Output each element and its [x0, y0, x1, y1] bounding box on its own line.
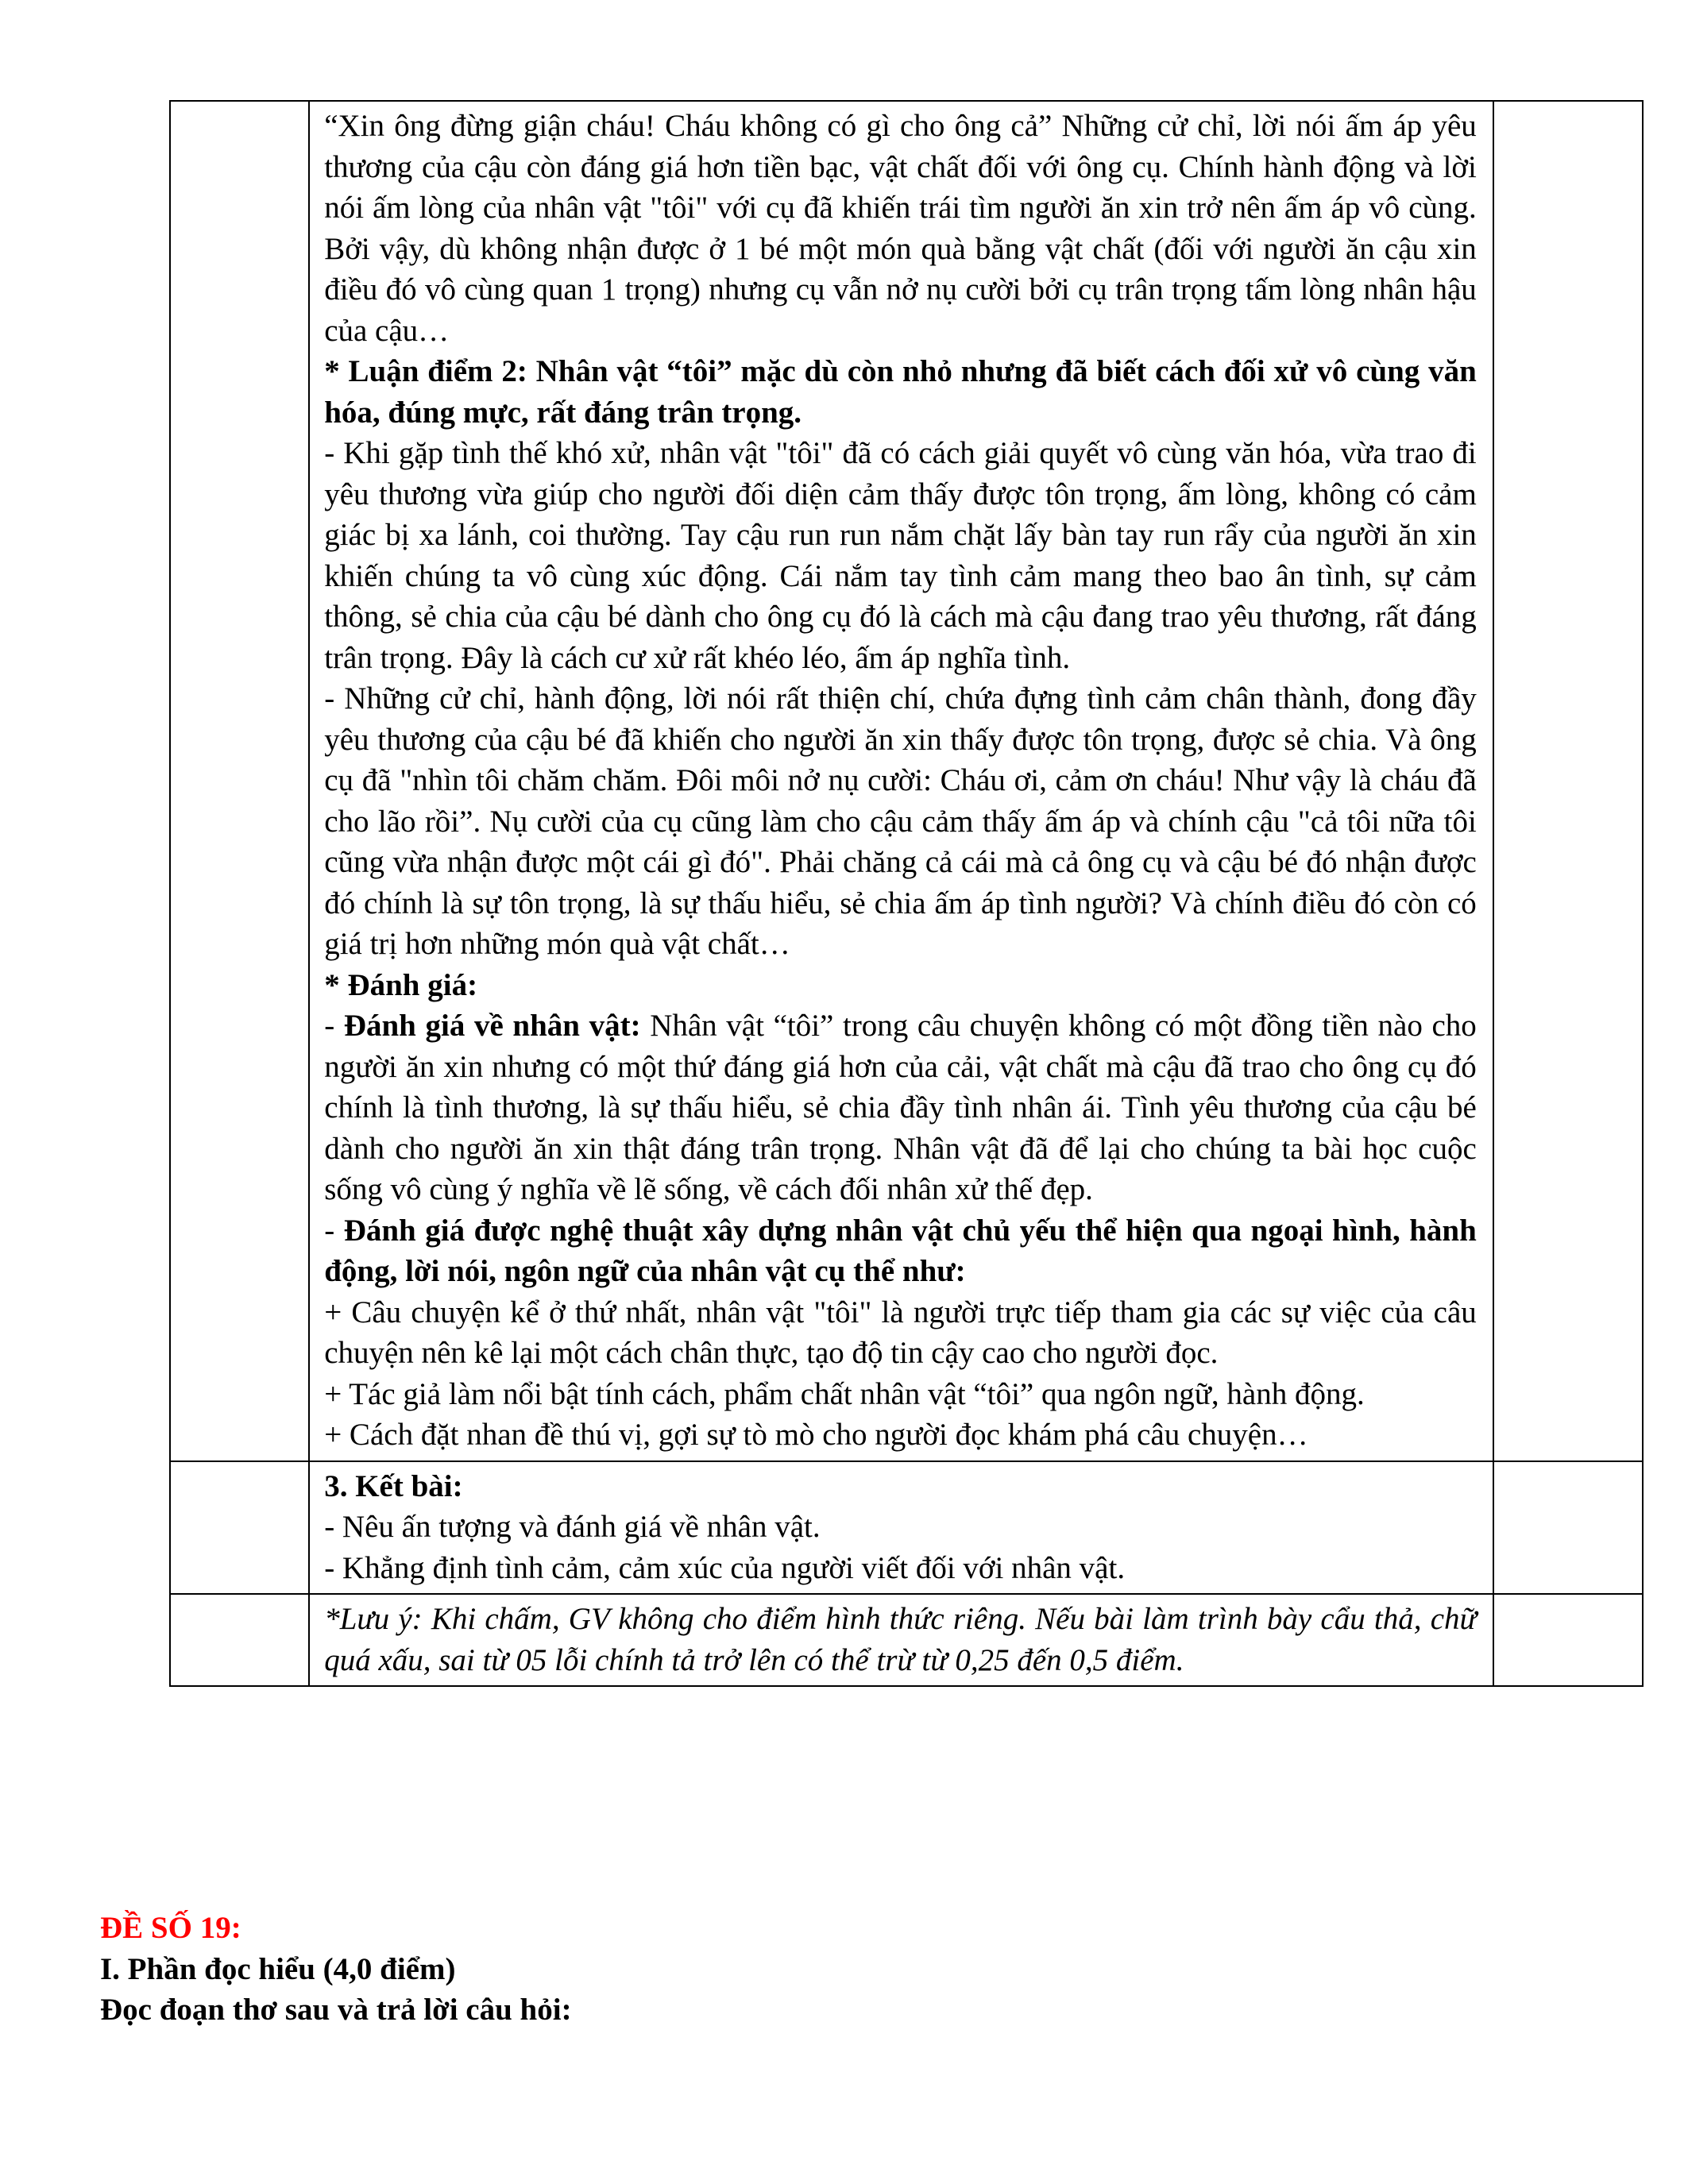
table-cell-blank — [1493, 101, 1643, 1461]
body-paragraph — [324, 1005, 1477, 1210]
section-heading: * Đánh giá: — [324, 967, 478, 1002]
table-row — [170, 1461, 1643, 1595]
instruction-text: Đọc đoạn thơ sau và trả lời câu hỏi: — [100, 1993, 572, 2027]
body-paragraph — [324, 1210, 1477, 1292]
grading-note: *Lưu ý: Khi chấm, GV không cho điểm hình thức riêng. Nếu bài làm trình bày cẩu thả, chữ quá xấu, sai từ 05 lỗi chính tả trở lên có thể trừ từ 0,25 đến 0,5 điểm. — [324, 1602, 1477, 1677]
table-cell-content — [309, 1594, 1493, 1686]
table-cell-blank — [170, 101, 309, 1461]
table-cell-blank — [1493, 1461, 1643, 1595]
section-heading: * Luận điểm 2: Nhân vật “tôi” mặc dù còn nhỏ nhưng đã biết cách đối xử vô cùng văn hóa, đúng mực, rất đáng trân trọng. — [324, 354, 1477, 430]
paragraph-text: Nhân vật “tôi” trong câu chuyện không có một đồng tiền nào cho người ăn xin nhưng có một thứ đáng giá hơn của cải, vật chất mà cậu đã trao cho ông cụ đó chính là tình thương, là sự thấu hiểu, sẻ chia đầy tình nhân ái. Tình yêu thương của cậu bé dành cho người ăn xin thật đáng trân trọng. Nhân vật đã để lại cho chúng ta bài học cuộc sống vô cùng ý nghĩa về lẽ sống, về cách đối nhân xử thế đẹp. — [324, 1009, 1477, 1206]
table-row — [170, 101, 1643, 1461]
body-paragraph: - Những cử chỉ, hành động, lời nói rất thiện chí, chứa đựng tình cảm chân thành, đong đầy yêu thương của cậu bé đã khiến cho người ăn xin thấy được tôn trọng, được sẻ chia. Và ông cụ đã "nhìn tôi chăm chăm. Đôi môi nở nụ cười: Cháu ơi, cảm ơn cháu! Như vậy là cháu đã cho lão rồi”. Nụ cười của cụ cũng làm cho cậu cảm thấy ấm áp và chính cậu "cả tôi nữa tôi cũng vừa nhận được một cái gì đó". Phải chăng cả cái mà cả ông cụ và cậu bé đó nhận được đó chính là sự tôn trọng, là sự thấu hiểu, sẻ chia ấm áp tình người? Và chính điều đó còn có giá trị hơn những món quà vật chất… — [324, 681, 1477, 961]
bullet-dash: - — [324, 1009, 344, 1043]
body-paragraph: - Nêu ấn tượng và đánh giá về nhân vật. — [324, 1510, 821, 1544]
bullet-dash: - — [324, 1213, 344, 1248]
table-cell-blank — [1493, 1594, 1643, 1686]
body-paragraph: - Khẳng định tình cảm, cảm xúc của người viết đối với nhân vật. — [324, 1550, 1126, 1585]
rubric-table — [169, 100, 1644, 1687]
body-paragraph: “Xin ông đừng giận cháu! Cháu không có gì cho ông cả” Những cử chỉ, lời nói ấm áp yêu thương của cậu còn đáng giá hơn tiền bạc, vật chất đối với ông cụ. Chính hành động và lời nói ấm lòng của nhân vật "tôi" với cụ đã khiến trái tìm người ăn xin trở nên ấm áp vô cùng. Bởi vậy, dù không nhận được ở 1 bé một món quà bằng vật chất (đối với người ăn cậu xin điều đó vô cùng quan 1 trọng) nhưng cụ vẫn nở nụ cười bởi cụ trân trọng tấm lòng nhân hậu của cậu… — [324, 109, 1477, 348]
inline-heading: Đánh giá được nghệ thuật xây dựng nhân vật chủ yếu thể hiện qua ngoại hình, hành động, lời nói, ngôn ngữ của nhân vật cụ thể như: — [324, 1213, 1477, 1288]
inline-heading: Đánh giá về nhân vật: — [343, 1009, 641, 1043]
body-paragraph: + Tác giả làm nổi bật tính cách, phẩm chất nhân vật “tôi” qua ngôn ngữ, hành động. — [324, 1376, 1365, 1411]
exam-heading: ĐỀ SỐ 19: — [100, 1911, 241, 1945]
table-cell-content — [309, 1461, 1493, 1595]
table-row — [170, 1594, 1643, 1686]
body-paragraph: + Cách đặt nhan đề thú vị, gợi sự tò mò cho người đọc khám phá câu chuyện… — [324, 1418, 1308, 1452]
table-cell-blank — [170, 1594, 309, 1686]
body-paragraph: + Câu chuyện kể ở thứ nhất, nhân vật "tôi" là người trực tiếp tham gia các sự việc của câu chuyện nên kê lại một cách chân thực, tạo độ tin cậy cao cho người đọc. — [324, 1295, 1477, 1370]
section-title: I. Phần đọc hiểu (4,0 điểm) — [100, 1951, 456, 1986]
section-heading: 3. Kết bài: — [324, 1468, 463, 1503]
exam-section — [100, 1908, 572, 2031]
table-cell-content — [309, 101, 1493, 1461]
table-cell-blank — [170, 1461, 309, 1595]
body-paragraph: - Khi gặp tình thế khó xử, nhân vật "tôi" đã có cách giải quyết vô cùng văn hóa, vừa trao đi yêu thương vừa giúp cho người đối diện cảm thấy được tôn trọng, ấm lòng, không có cảm giác bị xa lánh, coi thường. Tay cậu run run nắm chặt lấy bàn tay run rẩy của người ăn xin khiến chúng ta vô cùng xúc động. Cái nắm tay tình cảm mang theo bao ân tình, sự cảm thông, sẻ chia của cậu bé dành cho ông cụ đó là cách mà cậu đang trao yêu thương, rất đáng trân trọng. Đây là cách cư xử rất khéo léo, ấm áp nghĩa tình. — [324, 436, 1477, 675]
